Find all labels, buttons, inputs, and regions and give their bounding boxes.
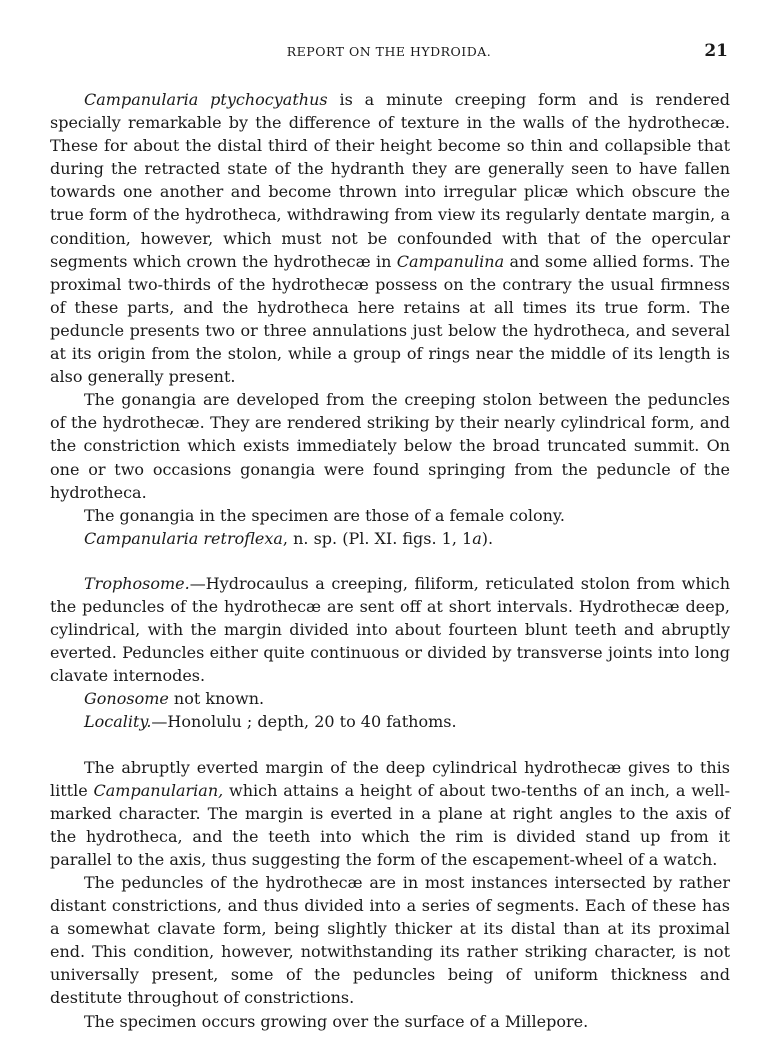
paragraph-peduncles: The peduncles of the hydrothecæ are in most instances intersected by rather distant constrictions, and thus divided into a series of segments. Each of these has a somewhat clavate form, being slightly thicker at its distal than at its proximal end. This condition, however, notwithstanding its rather striking character, is not universally present, some of the peduncles being of uniform thickness and destitute throughout of constrictions.: [50, 873, 730, 1008]
page-number: 21: [704, 41, 728, 61]
paragraph-ptychocyathus: Campanularia ptychocyathus is a minute creeping form and is rendered specially remarkable by the difference of texture in the walls of the hydrothecæ. These for about the distal third of their height become so thin and collapsible that during the retracted state of the hydranth they are generally seen to have fallen towards one another and become thrown into irregular plicæ which obscure the true form of the hydrotheca, withdrawing from view its regularly dentate margin, a condition, however, which must not be confounded with that of the opercular segments which crown the hydrothecæ in Campanulina and some allied forms. The proximal two-thirds of the hydrothecæ possess on the contrary the usual firmness of these parts, and the hydrotheca here retains at all times its true form. The peduncle presents two or three annulations just below the hydrotheca, and several at its origin from the stolon, while a group of rings near the middle of its length is also generally present.: [50, 90, 731, 387]
species-heading: Campanularia retroflexa, n. sp. (Pl. XI. figs. 1, 1a).: [84, 528, 494, 548]
gonosome-description: Gonosome not known.: [84, 689, 265, 709]
page-body: [50, 88, 730, 1033]
paragraph-specimen: The specimen occurs growing over the surface of a Millepore.: [84, 1011, 589, 1031]
running-title: REPORT ON THE HYDROIDA.: [286, 44, 492, 59]
locality-label: Locality.: [84, 712, 152, 732]
trophosome-label: Trophosome.: [84, 573, 190, 593]
paragraph-female-colony: The gonangia in the specimen are those of a female colony.: [84, 505, 565, 525]
paragraph-everted-margin: The abruptly everted margin of the deep cylindrical hydrothecæ gives to this little Campanularian, which attains a height of about two-tenths of an inch, a well-marked character. The margin is everted in a plane at right angles to the axis of the hydrotheca, and the teeth into which the rim is divided stand up from it parallel to the axis, thus suggesting the form of the escapement-wheel of a watch.: [50, 757, 731, 869]
genus-name: Campanularian,: [93, 780, 224, 800]
genus-name: Campanulina: [396, 251, 505, 271]
page-header: [50, 41, 728, 68]
trophosome-description: Trophosome.—Hydrocaulus a creeping, filiform, reticulated stolon from which the peduncles of the hydrothecæ are sent off at short intervals. Hydrothecæ deep, cylindrical, with the margin divided into about fourteen blunt teeth and abruptly everted. Peduncles either quite continuous or divided by transverse joints into long clavate internodes.: [50, 573, 730, 686]
paragraph-gonangia: The gonangia are developed from the creeping stolon between the peduncles of the hydrothecæ. They are rendered striking by their nearly cylindrical form, and the constriction which exists immediately below the broad truncated summit. On one or two occasions gonangia were found springing from the peduncle of the hydrotheca.: [50, 390, 730, 502]
locality-description: Locality.—Honolulu ; depth, 20 to 40 fathoms.: [84, 712, 457, 732]
species-name: Campanularia ptychocyathus: [84, 90, 328, 109]
gonosome-label: Gonosome: [84, 689, 169, 709]
